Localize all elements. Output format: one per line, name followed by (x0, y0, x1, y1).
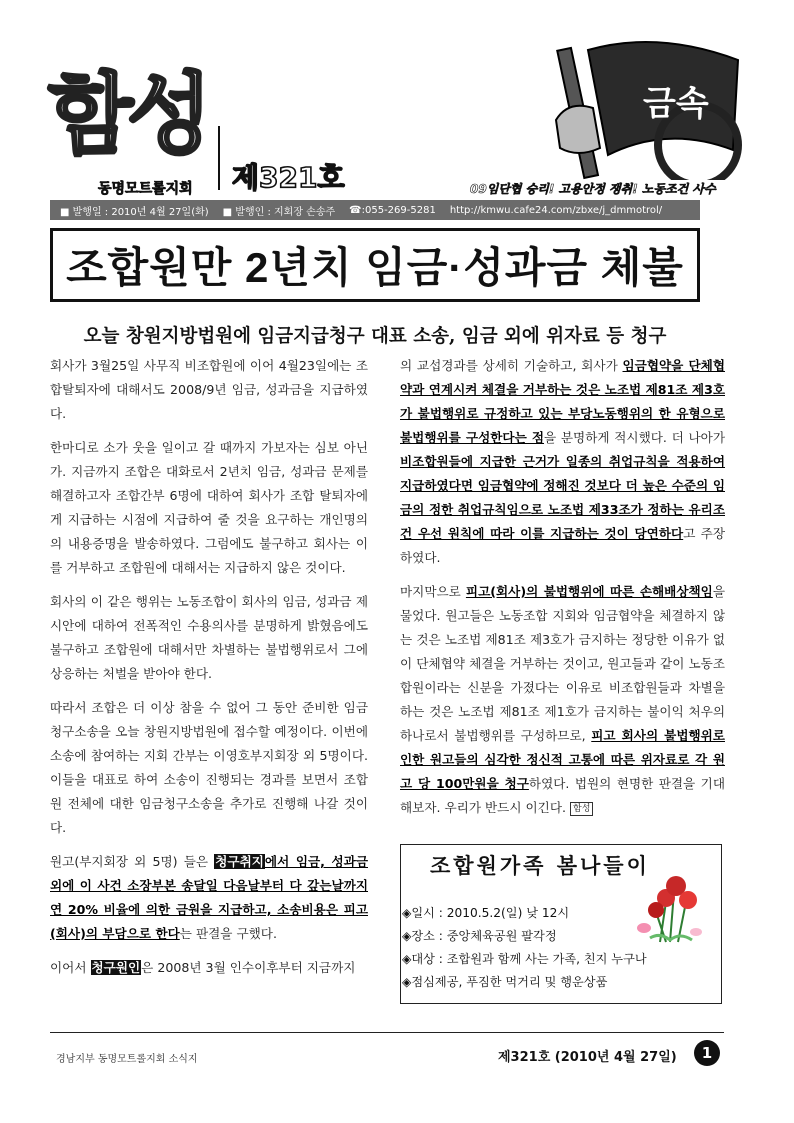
footer-publication: 경남지부 동명모트롤지회 소식지 (56, 1054, 198, 1065)
underlined-text: 에서 임금, 성과금 외에 이 사건 소장부본 송달일 다음날부터 다 갚는날까지 연 20% 비율에 의한 금원을 지급하고, 소송비용은 피고(회사)의 부담으로 한다 (50, 854, 368, 941)
page-number: 1 (694, 1040, 720, 1066)
event-details (402, 902, 662, 994)
headline: 조합원만 2년치 임금·성과금 체불 (50, 228, 700, 302)
publisher: ■ 발행인 : 지회장 손송주 (222, 206, 336, 218)
underlined-text: 피고(회사)의 불법행위에 따른 손해배상책임 (465, 584, 713, 599)
event-item: ◈대상 : 조합원과 함께 사는 가족, 친지 누구나 (402, 952, 647, 966)
highlight-claim-purpose: 청구취지 (215, 854, 264, 869)
footer-issue: 제321호 (2010년 4월 27일) (498, 1050, 677, 1065)
text-run: 이어서 (50, 960, 91, 975)
article-left-column (50, 354, 368, 990)
paragraph: 따라서 조합은 더 이상 참을 수 없어 그 동안 준비한 임금청구소송을 오늘 창원지방법원에 접수할 예정이다. 이번에 소송에 참여하는 지회 간부는 이영호부지회장 외 5명이다. 이들을 대표로 하여 소송이 진행되는 경과를 보면서 조합원 전체에 대한 임금청구소송을 추가로 진행해 나갈 것이다. (50, 700, 368, 835)
slogan: 09임단협 승리! 고용안정 쟁취! 노동조건 사수 (470, 182, 716, 196)
phone-number: ☎:055-269-5281 (349, 204, 436, 216)
underlined-text: 피고 회사의 불법행위로 인한 원고들의 심각한 정신적 고통에 따른 위자료로 각 원고 당 100만원을 청구 (400, 728, 725, 791)
text-run: 을 분명하게 적시했다. 더 나아가 (544, 430, 726, 445)
info-bar (50, 200, 700, 220)
paragraph (400, 580, 725, 820)
underlined-text: 임금협약을 단체협약과 연계시켜 체결을 거부하는 것은 노조법 제81조 제3호가 불법행위로 규정하고 있는 부당노동행위의 한 유형으로 불법행위를 구성한다는 점 (400, 358, 725, 445)
footer-divider (50, 1032, 724, 1033)
signature-tag: 함성 (570, 802, 593, 816)
publish-date: ■ 발행일 : 2010년 4월 27일(화) (60, 206, 209, 218)
text-run: 고 주장하였다. (400, 526, 725, 565)
masthead-divider (218, 126, 220, 190)
paragraph: 한마디로 소가 웃을 일이고 갈 때까지 가보자는 심보 아닌가. 지금까지 조합은 대화로서 2년치 임금, 성과금 문제를 해결하고자 조합간부 6명에 대하여 회사가 조합 탈퇴자에게 지급하는 시점에 지급하여 줄 것을 요구하는 개인명의의 내용증명을 발송하였다. 그럼에도 불구하고 회사는 이를 거부하고 조합원에 대해서는 지급하지 않은 것이다. (50, 440, 368, 575)
article-right-column (400, 354, 725, 830)
event-item: ◈일시 : 2010.5.2(일) 낮 12시 (402, 906, 570, 920)
paragraph (50, 956, 368, 980)
text-run: 원고(부지회장 외 5명) 들은 (50, 854, 215, 869)
website-url[interactable]: http://kmwu.cafe24.com/zbxe/j_dmmotrol/ (449, 204, 663, 216)
event-item: ◈장소 : 중앙체육공원 팔각정 (402, 929, 557, 943)
paragraph: 회사가 3월25일 사무직 비조합원에 이어 4월23일에는 조합탈퇴자에 대해서도 2008/9년 임금, 성과금을 지급하였다. (50, 358, 368, 421)
issue-number: 제321호 (232, 161, 345, 194)
text-run: 을 물었다. 원고들은 노동조합 지회와 임금협약을 체결하지 않는 것은 노조법 제81조 제3호가 금지하는 정당한 이유가 없이 단체협약 체결을 거부하는 것이고, 원고들과 같이 노동조합원이라는 신분을 가졌다는 이유로 비조합원들과 차별을 하는 것은 노조법 제81조 제1호가 금지하는 불이익 처우의 하나로서 불법행위를 구성하므로, (400, 584, 725, 743)
paragraph: 회사의 이 같은 행위는 노동조합이 회사의 임금, 성과금 제시안에 대하여 전폭적인 수용의사를 분명하게 밝혔음에도 불구하고 조합원에 대해서만 차별하는 불법행위로서 그에 상응하는 처벌을 받아야 한다. (50, 594, 368, 681)
text-run: 은 2008년 3월 인수이후부터 지금까지 (141, 960, 356, 975)
union-flag-icon (548, 30, 748, 180)
subheadline: 오늘 창원지방법원에 임금지급청구 대표 소송, 임금 외에 위자료 등 청구 (83, 326, 667, 347)
text-run: 마지막으로 (400, 584, 466, 599)
newsletter-logo: 함성 (48, 62, 207, 166)
event-item: ◈점심제공, 푸짐한 먹거리 및 행운상품 (402, 975, 608, 989)
text-run: 하였다. 법원의 현명한 판결을 기대해보자. 우리가 반드시 이긴다. (400, 776, 725, 815)
underlined-text: 비조합원들에 지급한 근거가 일종의 취업규칙을 적용하여 지급하였다면 임금협약에 정해진 것보다 더 높은 수준의 임금의 정한 취업규칙임으로 노조법 제33조가 정하는 유리조건 우선 원칙에 따라 이를 지급하는 것이 당연하다 (400, 454, 725, 541)
text-run: 는 판결을 구했다. (179, 926, 277, 941)
paragraph (50, 850, 368, 946)
event-title: 조합원가족 봄나들이 (430, 853, 650, 878)
text-run: 의 교섭경과를 상세히 기술하고, 회사가 (400, 358, 623, 373)
union-name: 동명모트롤지회 (98, 181, 193, 197)
paragraph (400, 354, 725, 570)
flag-text: 금속 (643, 84, 709, 124)
highlight-claim-cause: 청구원인 (91, 960, 141, 975)
